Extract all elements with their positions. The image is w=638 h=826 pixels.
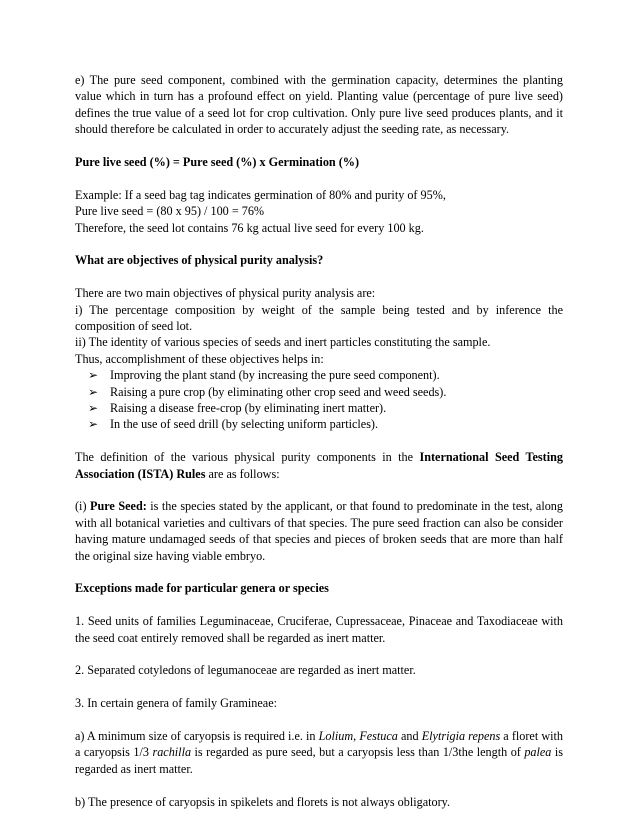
example-block bbox=[75, 187, 563, 236]
arrow-bullet-icon: ➢ bbox=[88, 417, 99, 432]
list-item: ➢ In the use of seed drill (by selecting uniform particles). bbox=[88, 417, 379, 432]
list-item: ➢ Raising a pure crop (by eliminating other crop seed and weed seeds). bbox=[88, 384, 447, 399]
arrow-bullet-icon: ➢ bbox=[88, 401, 99, 416]
arrow-bullet-icon: ➢ bbox=[88, 368, 99, 383]
pure-seed-paragraph: (i) Pure Seed: is the species stated by the applicant, or that found to predominate in the test, along with all botanical varieties and cultivars of that species. The pure seed fraction can also be consider having mature undamaged seeds of that species and pieces of broken seeds that are more than half the original size having viable embryo. bbox=[75, 499, 563, 563]
objectives-intro: There are two main objectives of physical purity analysis are: bbox=[75, 286, 376, 301]
objective-item-2: ii) The identity of various species of seeds and inert particles constituting the sample. bbox=[75, 335, 491, 350]
objective-item-1: i) The percentage composition by weight of the sample being tested and by inference the composition of seed lot. bbox=[75, 302, 563, 334]
paragraph-planting-value: e) The pure seed component, combined with the germination capacity, determines the planting value which in turn has a profound effect on yield. Planting value (percentage of pure live seed) defines the true value of a seed lot for crop cultivation. Only pure live seed produces plants, and it should therefore be calculated in order to accurately adjust the seeding rate, as necessary. bbox=[75, 73, 563, 137]
objectives-thus: Thus, accomplishment of these objectives helps in: bbox=[75, 351, 324, 366]
pure-seed-term: Pure Seed: bbox=[90, 499, 147, 514]
exception-1: 1. Seed units of families Leguminaceae, Cruciferae, Cupressaceae, Pinaceae and Taxodiaceae with the seed coat entirely removed shall be regarded as inert matter. bbox=[75, 614, 563, 645]
page-content bbox=[75, 72, 563, 826]
benefits-list bbox=[75, 367, 563, 433]
exceptions-heading bbox=[75, 580, 563, 596]
exceptions-heading-text: Exceptions made for particular genera or species bbox=[75, 581, 329, 596]
arrow-bullet-icon: ➢ bbox=[88, 384, 99, 399]
exception-3b: b) The presence of caryopsis in spikelets and florets is not always obligatory. bbox=[75, 794, 451, 809]
formula-text: Pure live seed (%) = Pure seed (%) x Germination (%) bbox=[75, 155, 360, 170]
exception-3a: a) A minimum size of caryopsis is required i.e. in Lolium, Festuca and Elytrigia repens a floret with a caryopsis 1/3 rachilla is regarded as pure seed, but a caryopsis less than 1/3the length of palea is regarded as inert matter. bbox=[75, 729, 564, 776]
definition-paragraph: The definition of the various physical purity components in the International Seed Testing Association (ISTA) Rules are as follows: bbox=[75, 450, 563, 481]
example-line-1: Example: If a seed bag tag indicates germination of 80% and purity of 95%, bbox=[75, 187, 446, 202]
example-line-2: Pure live seed = (80 x 95) / 100 = 76% bbox=[75, 204, 265, 219]
list-item: ➢ Raising a disease free-crop (by eliminating inert matter). bbox=[88, 401, 387, 416]
list-item: ➢ Improving the plant stand (by increasing the pure seed component). bbox=[88, 368, 440, 383]
objectives-heading-text: What are objectives of physical purity analysis? bbox=[75, 253, 324, 268]
formula-heading bbox=[75, 154, 563, 170]
objectives-heading bbox=[75, 252, 563, 268]
exception-2: 2. Separated cotyledons of legumanoceae are regarded as inert matter. bbox=[75, 663, 416, 678]
exception-3: 3. In certain genera of family Gramineae: bbox=[75, 696, 278, 711]
ista-rules-term: International Seed Testing Association (ISTA) Rules bbox=[75, 450, 563, 481]
example-line-3: Therefore, the seed lot contains 76 kg actual live seed for every 100 kg. bbox=[75, 220, 424, 235]
